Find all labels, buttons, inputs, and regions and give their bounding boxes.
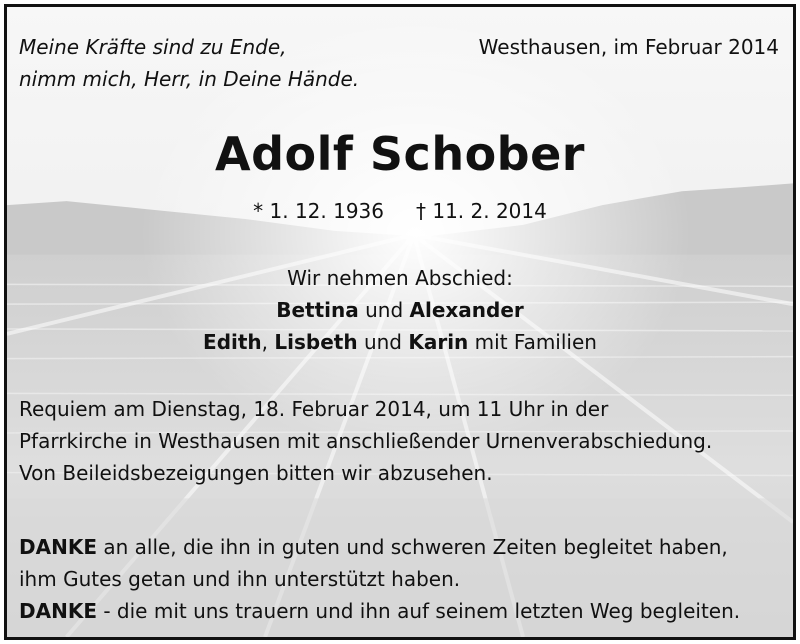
service-line-1: Requiem am Dienstag, 18. Februar 2014, um 11 Uhr in der	[19, 397, 609, 421]
verse-line-2: nimm mich, Herr, in Deine Hände.	[19, 67, 360, 91]
thanks-line-2: ihm Gutes getan und ihn unterstützt haben.	[19, 567, 461, 591]
comma: ,	[261, 330, 269, 354]
place-date: Westhausen, im Februar 2014	[478, 35, 779, 59]
thanks-text: an alle, die ihn in guten und schweren Zeiten begleitet haben,	[103, 535, 728, 559]
thanks-line-1	[19, 532, 728, 562]
thanks-line-3	[19, 596, 740, 626]
mourner-name: Alexander	[409, 298, 524, 322]
mourner-name: Bettina	[276, 298, 359, 322]
thanks-text: - die mit uns trauern und ihn auf seinem letzten Weg begleiten.	[103, 599, 741, 623]
conjunction: und	[365, 298, 404, 322]
thanks-keyword: DANKE	[19, 599, 97, 623]
mourners-line-2	[7, 327, 793, 357]
death-date: † 11. 2. 2014	[416, 199, 547, 223]
mourner-name: Lisbeth	[274, 330, 358, 354]
verse-line-1: Meine Kräfte sind zu Ende,	[19, 35, 287, 59]
service-line-3: Von Beileidsbezeigungen bitten wir abzusehen.	[19, 461, 493, 485]
thanks-keyword: DANKE	[19, 535, 97, 559]
mourner-name: Edith	[203, 330, 262, 354]
deceased-name: Adolf Schober	[215, 127, 585, 181]
mourner-name: Karin	[408, 330, 469, 354]
conjunction: und	[363, 330, 402, 354]
mourners-intro: Wir nehmen Abschied:	[287, 266, 513, 290]
mourners-suffix: mit Familien	[474, 330, 597, 354]
birth-date: * 1. 12. 1936	[253, 199, 384, 223]
obituary-notice	[4, 4, 796, 640]
life-dates	[7, 196, 793, 226]
service-line-2: Pfarrkirche in Westhausen mit anschließender Urnenverabschiedung.	[19, 429, 713, 453]
mourners-line-1	[7, 295, 793, 325]
